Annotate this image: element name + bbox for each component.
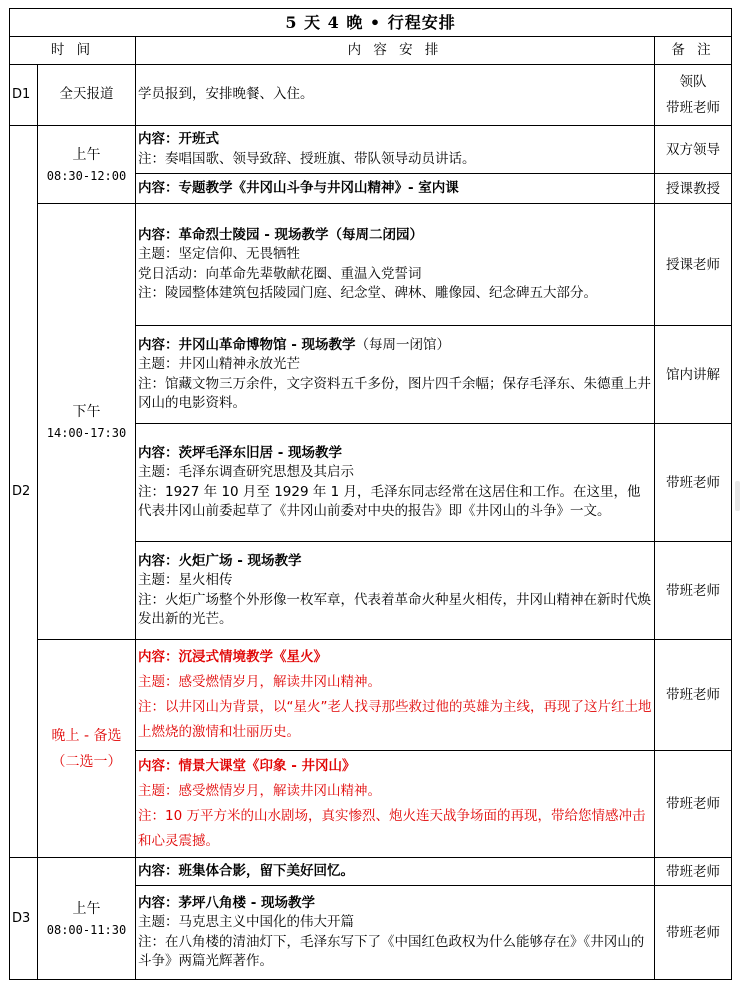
table-row	[10, 858, 732, 886]
note-text: 带班老师	[666, 100, 721, 116]
content-note: 注：1927 年 10 月至 1929 年 1 月，毛泽东同志经常在这居住和工作。在这里，他代表井冈山前委起草了《井冈山前委对中央的报告》即《井冈山的斗争》一文。	[138, 483, 641, 519]
time-hours: 14:00-17:30	[46, 425, 127, 440]
time-hours: 08:00-11:30	[46, 922, 127, 937]
time-slot	[38, 126, 136, 204]
content-cell	[136, 326, 655, 424]
content-theme: 主题：毛泽东调查研究思想及其启示	[138, 464, 354, 480]
content-cell	[136, 174, 655, 204]
content-note: 注：在八角楼的清油灯下，毛泽东写下了《中国红色政权为什么能够存在》《井冈山的斗争》两篇光辉著作。	[138, 933, 645, 969]
table-row	[10, 204, 732, 326]
note-cell: 授课老师	[655, 204, 732, 326]
content-cell	[136, 886, 655, 980]
content-cell	[136, 858, 655, 886]
content-cell	[136, 126, 655, 174]
content-title: 内容：茅坪八角楼 - 现场教学	[138, 894, 316, 911]
time-label: 上午	[72, 900, 101, 917]
content-note: 注：10 万平方米的山水剧场，真实惨烈、炮火连天战争场面的再现，带给您情感冲击和心灵震撼。	[138, 808, 646, 849]
content-title: 内容：开班式	[138, 131, 219, 147]
header-note: 备 注	[655, 37, 732, 65]
time-slot	[38, 640, 136, 858]
content-cell	[136, 204, 655, 326]
scroll-edge-handle[interactable]	[735, 481, 740, 511]
content-title: 内容：班集体合影，留下美好回忆。	[138, 862, 354, 879]
time-label: 上午	[72, 146, 101, 163]
content-cell	[136, 65, 655, 126]
note-cell: 带班老师	[655, 886, 732, 980]
content-text: 学员报到，安排晚餐、入住。	[138, 86, 314, 103]
content-cell	[136, 542, 655, 640]
content-note: 注：奏唱国歌、领导致辞、授班旗、带队领导动员讲话。	[138, 150, 476, 167]
note-cell: 双方领导	[655, 126, 732, 174]
note-text: 领队	[679, 74, 707, 90]
table-row	[10, 640, 732, 751]
time-slot: 全天报道	[38, 65, 136, 126]
day-label: D3	[10, 858, 38, 980]
time-slot	[38, 858, 136, 980]
note-cell: 带班老师	[655, 542, 732, 640]
content-note: 注：馆藏文物三万余件，文字资料五千多份，图片四千余幅；保存毛泽东、朱德重上井冈山的电影资料。	[138, 375, 651, 411]
content-title: 内容：专题教学《井冈山斗争与井冈山精神》- 室内课	[138, 179, 459, 196]
content-cell	[136, 424, 655, 542]
table-row	[10, 126, 732, 174]
content-theme: 主题：星火相传	[138, 572, 233, 588]
day-label: D1	[10, 65, 38, 126]
header-content: 内 容 安 排	[136, 37, 655, 65]
content-activity: 党日活动：向革命先辈敬献花圈、重温入党誓词	[138, 265, 422, 282]
page-title: 5 天 4 晚 • 行程安排	[10, 9, 732, 37]
note-cell: 带班老师	[655, 858, 732, 886]
itinerary-table	[9, 8, 732, 980]
content-theme: 主题：井冈山精神永放光芒	[138, 356, 300, 372]
time-hours: 08:30-12:00	[46, 168, 127, 183]
content-theme: 主题：感受燃情岁月，解读井冈山精神。	[138, 783, 381, 799]
content-note: 注：以井冈山为背景，以“星火”老人找寻那些救过他的英雄为主线，再现了这片红土地上燃烧的激情和壮丽历史。	[138, 699, 652, 740]
day-label: D2	[10, 126, 38, 858]
content-theme: 主题：感受燃情岁月，解读井冈山精神。	[138, 674, 381, 690]
content-note: 注：陵园整体建筑包括陵园门庭、纪念堂、碑林、雕像园、纪念碑五大部分。	[138, 285, 597, 301]
content-theme: 主题：马克思主义中国化的伟大开篇	[138, 914, 354, 930]
content-cell	[136, 640, 655, 751]
note-cell: 带班老师	[655, 751, 732, 858]
content-note: 注：火炬广场整个外形像一枚军章，代表着革命火种星火相传，井冈山精神在新时代焕发出新的光芒。	[138, 591, 651, 627]
time-slot	[38, 204, 136, 640]
note-cell: 馆内讲解	[655, 326, 732, 424]
time-label: 下午	[72, 403, 101, 420]
content-cell	[136, 751, 655, 858]
time-label: 晚上 - 备选	[51, 727, 122, 744]
note-cell: 带班老师	[655, 640, 732, 751]
table-row	[10, 65, 732, 126]
content-title: 内容：井冈山革命博物馆 - 现场教学	[138, 336, 356, 353]
content-title-suffix: （每周一闭馆）	[355, 336, 451, 353]
time-label-choice: （二选一）	[51, 753, 122, 770]
content-theme: 主题：坚定信仰、无畏牺牲	[138, 246, 300, 262]
header-time: 时 间	[10, 37, 136, 65]
content-title: 内容：茨坪毛泽东旧居 - 现场教学	[138, 444, 343, 461]
content-title: 内容：革命烈士陵园 - 现场教学（每周二闭园）	[138, 226, 424, 243]
content-title: 内容：沉浸式情境教学《星火》	[138, 649, 327, 665]
content-title: 内容：火炬广场 - 现场教学	[138, 552, 302, 569]
note-cell	[655, 65, 732, 126]
note-cell: 带班老师	[655, 424, 732, 542]
note-cell: 授课教授	[655, 174, 732, 204]
content-title: 内容：情景大课堂《印象 - 井冈山》	[138, 758, 356, 774]
